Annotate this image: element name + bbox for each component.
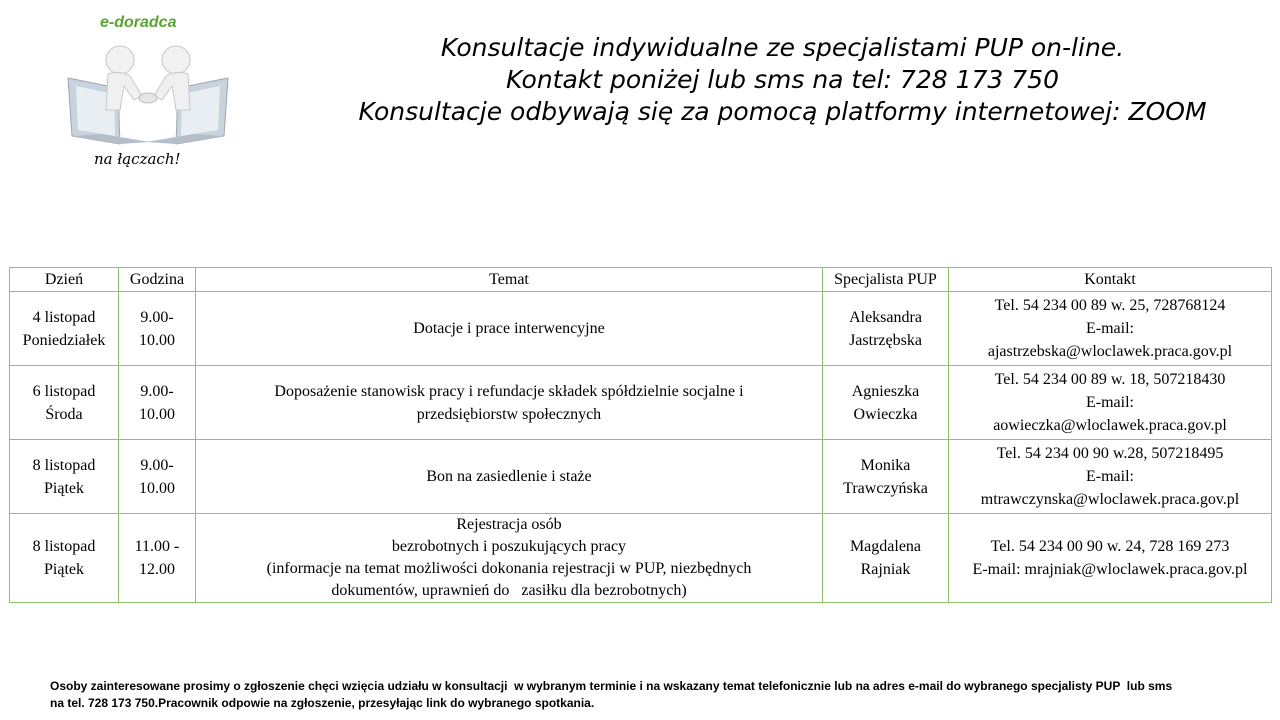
table-row — [10, 440, 1272, 514]
header-line-1: Konsultacje indywidualne ze specjalistami PUP on-line. — [440, 33, 1125, 62]
cell-topic: Bon na zasiedlenie i staże — [196, 440, 823, 514]
cell-day: 8 listopad Piątek — [10, 514, 119, 603]
cell-contact: Tel. 54 234 00 89 w. 18, 507218430 E-mail: aowieczka@wloclawek.praca.gov.pl — [949, 366, 1272, 440]
header-specialist: Specjalista PUP — [823, 268, 949, 292]
cell-topic: Dotacje i prace interwencyjne — [196, 292, 823, 366]
page-header — [290, 32, 1275, 128]
footer-line-1: Osoby zainteresowane prosimy o zgłoszenie chęci wzięcia udziału w konsultacji w wybranym terminie i na wskazany temat telefonicznie lub na adres e-mail do wybranego specjalisty PUP lub sms — [50, 679, 1173, 693]
email-link[interactable]: mtrawczynska@wloclawek.praca.gov.pl — [980, 491, 1240, 508]
cell-specialist: Monika Trawczyńska — [823, 440, 949, 514]
handshake-laptops-icon — [58, 38, 238, 148]
email-link[interactable]: ajastrzebska@wloclawek.praca.gov.pl — [987, 343, 1233, 360]
table-row — [10, 514, 1272, 603]
table-row — [10, 366, 1272, 440]
footer-note — [50, 678, 1250, 712]
table-header-row — [10, 268, 1272, 292]
cell-time: 9.00- 10.00 — [119, 366, 196, 440]
cell-time: 11.00 - 12.00 — [119, 514, 196, 603]
cell-topic: Doposażenie stanowisk pracy i refundacje składek spółdzielnie socjalne i przedsiębiorstw społecznych — [196, 366, 823, 440]
header-time: Godzina — [119, 268, 196, 292]
cell-specialist: Magdalena Rajniak — [823, 514, 949, 603]
header-line-2: Kontakt poniżej lub sms na tel: 728 173 750 — [506, 65, 1059, 94]
cell-specialist: Aleksandra Jastrzębska — [823, 292, 949, 366]
cell-contact: Tel. 54 234 00 90 w.28, 507218495 E-mail: mtrawczynska@wloclawek.praca.gov.pl — [949, 440, 1272, 514]
e-doradca-logo — [58, 10, 238, 175]
cell-day: 8 listopad Piątek — [10, 440, 119, 514]
cell-contact: Tel. 54 234 00 89 w. 25, 728768124 E-mail: ajastrzebska@wloclawek.praca.gov.pl — [949, 292, 1272, 366]
header-topic: Temat — [196, 268, 823, 292]
cell-day: 4 listopad Poniedziałek — [10, 292, 119, 366]
cell-time: 9.00- 10.00 — [119, 440, 196, 514]
cell-time: 9.00- 10.00 — [119, 292, 196, 366]
cell-topic: Rejestracja osób bezrobotnych i poszukujących pracy (informacje na temat możliwości dokonania rejestracji w PUP, niezbędnych dokumentów, uprawnień do zasiłku dla bezrobotnych) — [196, 514, 823, 603]
footer-line-2: na tel. 728 173 750.Pracownik odpowie na zgłoszenie, przesyłając link do wybranego spotkania. — [50, 696, 595, 710]
cell-specialist: Agnieszka Owieczka — [823, 366, 949, 440]
header-day: Dzień — [10, 268, 119, 292]
header-line-3: Konsultacje odbywają się za pomocą platformy internetowej: ZOOM — [358, 97, 1207, 126]
logo-title: e-doradca — [100, 14, 177, 31]
cell-day: 6 listopad Środa — [10, 366, 119, 440]
consultation-schedule-table — [9, 267, 1272, 603]
email-link[interactable]: aowieczka@wloclawek.praca.gov.pl — [993, 417, 1227, 434]
logo-subtitle: na łączach! — [94, 150, 181, 168]
email-link[interactable]: E-mail: mrajniak@wloclawek.praca.gov.pl — [972, 561, 1248, 578]
header-contact: Kontakt — [949, 268, 1272, 292]
table-row — [10, 292, 1272, 366]
cell-contact: Tel. 54 234 00 90 w. 24, 728 169 273 E-mail: mrajniak@wloclawek.praca.gov.pl — [949, 514, 1272, 603]
